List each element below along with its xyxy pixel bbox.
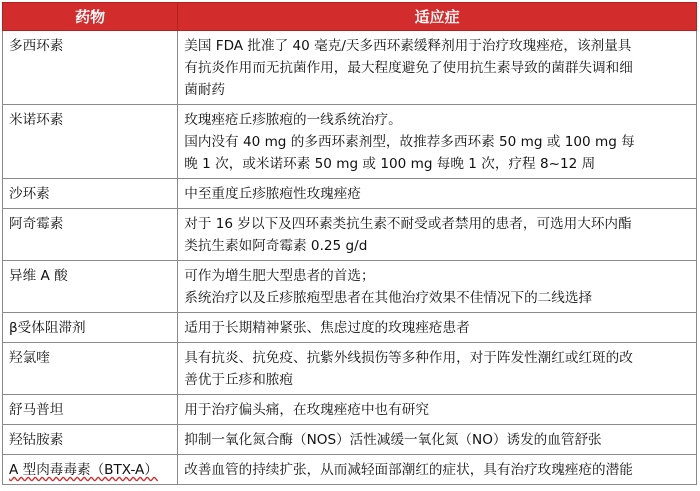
drug-cell: 羟氯喹 (3, 343, 178, 395)
indication-line: 用于治疗偏头痛，在玫瑰痤疮中也有研究 (184, 402, 429, 418)
indication-line: 抑制一氧化氮合酶（NOS）活性减缓一氧化氮（NO）诱发的血管舒张 (184, 432, 602, 448)
indication-line: 系统治疗以及丘疹脓疱型患者在其他治疗效果不佳情况下的二线选择 (184, 290, 593, 306)
table-header-row (3, 3, 697, 31)
drug-name-spellcheck: A 型肉毒毒素（BTX-A） (9, 462, 158, 478)
indication-cell (178, 31, 697, 105)
drug-cell: 多西环素 (3, 31, 178, 105)
indication-cell (178, 455, 697, 485)
indication-line: 类抗生素如阿奇霉素 0.25 g/d (184, 238, 368, 254)
indication-cell (178, 261, 697, 313)
table-row (3, 261, 697, 313)
indication-cell (178, 105, 697, 179)
indication-line: 改善血管的持续扩张，从而减轻面部潮红的症状，具有治疗玫瑰痤疮的潜能 (184, 462, 633, 478)
drug-cell: 米诺环素 (3, 105, 178, 179)
indication-cell (178, 395, 697, 425)
indication-cell (178, 313, 697, 343)
indication-line: 国内没有 40 mg 的多西环素剂型，故推荐多西环素 50 mg 或 100 mg 每 (184, 134, 635, 150)
drug-cell: 异维 A 酸 (3, 261, 178, 313)
table-row (3, 105, 697, 179)
table-row (3, 209, 697, 261)
table-row (3, 343, 697, 395)
drug-cell (3, 455, 178, 485)
table-row (3, 313, 697, 343)
indication-cell (178, 425, 697, 455)
indication-line: 善优于丘疹和脓疱 (184, 372, 293, 388)
header-indication: 适应症 (178, 3, 697, 31)
indication-cell (178, 179, 697, 209)
table-row (3, 179, 697, 209)
header-drug: 药物 (3, 3, 178, 31)
table-row (3, 425, 697, 455)
drug-cell: 羟钴胺素 (3, 425, 178, 455)
indication-line: 玫瑰痤疮丘疹脓疱的一线系统治疗。 (184, 112, 402, 128)
indication-line: 适用于长期精神紧张、焦虑过度的玫瑰痤疮患者 (184, 320, 470, 336)
indication-line: 有抗炎作用而无抗菌作用，最大程度避免了使用抗生素导致的菌群失调和细 (184, 60, 633, 76)
drug-indication-table (2, 2, 697, 485)
table-row (3, 395, 697, 425)
indication-line: 对于 16 岁以下及四环素类抗生素不耐受或者禁用的患者，可选用大环内酯 (184, 216, 632, 232)
indication-line: 具有抗炎、抗免疫、抗紫外线损伤等多种作用，对于阵发性潮红或红斑的改 (184, 350, 633, 366)
indication-line: 美国 FDA 批准了 40 毫克/天多西环素缓释剂用于治疗玫瑰痤疮，该剂量具 (184, 38, 632, 54)
drug-cell: β受体阻滞剂 (3, 313, 178, 343)
drug-cell: 舒马普坦 (3, 395, 178, 425)
drug-cell: 阿奇霉素 (3, 209, 178, 261)
indication-line: 晚 1 次，或米诺环素 50 mg 或 100 mg 每晚 1 次，疗程 8~12 周 (184, 156, 596, 172)
indication-line: 可作为增生肥大型患者的首选； (184, 268, 375, 284)
indication-line: 菌耐药 (184, 82, 226, 98)
table-row (3, 455, 697, 485)
indication-cell (178, 343, 697, 395)
table-row (3, 31, 697, 105)
drug-cell: 沙环素 (3, 179, 178, 209)
indication-line: 中至重度丘疹脓疱性玫瑰痤疮 (184, 186, 361, 202)
indication-cell (178, 209, 697, 261)
